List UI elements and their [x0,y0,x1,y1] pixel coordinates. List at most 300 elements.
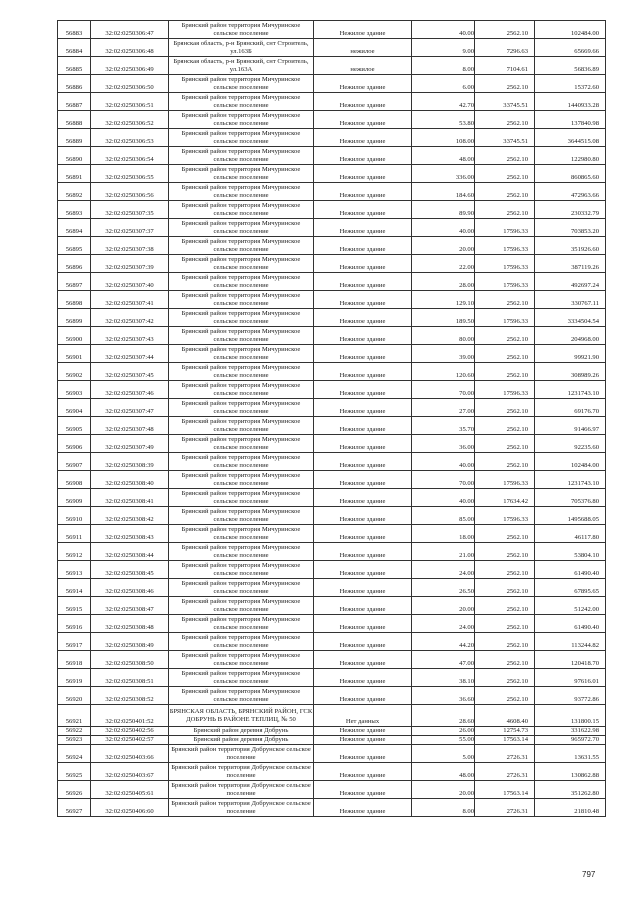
cadastral-number-cell: 32:02:0250402:56 [91,727,169,736]
cadastral-value-cell: 308989.26 [535,363,606,381]
specific-value-cell: 2562.10 [475,75,535,93]
row-number-cell: 56893 [58,201,91,219]
cadastral-value-cell: 113244.82 [535,633,606,651]
specific-value-cell: 2562.10 [475,561,535,579]
table-row [58,75,606,93]
object-type-cell: Нежилое здание [314,597,412,615]
object-type-cell: Нежилое здание [314,165,412,183]
row-number-cell: 56920 [58,687,91,705]
cadastral-value-cell: 472963.66 [535,183,606,201]
table-row [58,417,606,435]
specific-value-cell: 33745.51 [475,93,535,111]
cadastral-number-cell: 32:02:0250307:49 [91,435,169,453]
table-row [58,727,606,736]
table-row [58,93,606,111]
specific-value-cell: 2726.31 [475,799,535,817]
row-number-cell: 56885 [58,57,91,75]
cadastral-value-cell: 3644515.08 [535,129,606,147]
row-number-cell: 56889 [58,129,91,147]
cadastral-value-cell: 3334504.54 [535,309,606,327]
cadastral-number-cell: 32:02:0250306:47 [91,21,169,39]
object-type-cell: Нежилое здание [314,291,412,309]
cadastral-value-cell: 131800.15 [535,705,606,727]
specific-value-cell: 2562.10 [475,147,535,165]
area-cell: 70.00 [412,471,475,489]
cadastral-number-cell: 32:02:0250306:49 [91,57,169,75]
cadastral-value-cell: 230332.79 [535,201,606,219]
cadastral-number-cell: 32:02:0250308:39 [91,453,169,471]
address-cell: Брянский район территория Мичуринское сельское поселение [169,633,314,651]
cadastral-value-cell: 351926.60 [535,237,606,255]
address-cell: Брянский район территория Мичуринское сельское поселение [169,669,314,687]
cadastral-value-cell: 67895.65 [535,579,606,597]
area-cell: 120.60 [412,363,475,381]
specific-value-cell: 2726.31 [475,763,535,781]
area-cell: 89.90 [412,201,475,219]
cadastral-number-cell: 32:02:0250402:57 [91,736,169,745]
area-cell: 20.00 [412,237,475,255]
row-number-cell: 56884 [58,39,91,57]
row-number-cell: 56921 [58,705,91,727]
specific-value-cell: 17596.33 [475,219,535,237]
object-type-cell: Нежилое здание [314,561,412,579]
address-cell: Брянский район территория Мичуринское сельское поселение [169,399,314,417]
object-type-cell: Нежилое здание [314,633,412,651]
address-cell: Брянский район территория Мичуринское сельское поселение [169,255,314,273]
cadastral-value-cell: 122980.80 [535,147,606,165]
row-number-cell: 56912 [58,543,91,561]
area-cell: 40.00 [412,453,475,471]
row-number-cell: 56917 [58,633,91,651]
area-cell: 47.00 [412,651,475,669]
object-type-cell: Нежилое здание [314,309,412,327]
area-cell: 26.50 [412,579,475,597]
cadastral-number-cell: 32:02:0250307:40 [91,273,169,291]
area-cell: 44.20 [412,633,475,651]
table-row [58,745,606,763]
table-row [58,255,606,273]
specific-value-cell: 2562.10 [475,435,535,453]
row-number-cell: 56916 [58,615,91,633]
table-row [58,165,606,183]
area-cell: 24.00 [412,561,475,579]
table-row [58,201,606,219]
area-cell: 28.00 [412,273,475,291]
address-cell: Брянский район территория Мичуринское сельское поселение [169,327,314,345]
specific-value-cell: 12754.73 [475,727,535,736]
address-cell: Брянский район территория Мичуринское сельское поселение [169,93,314,111]
row-number-cell: 56909 [58,489,91,507]
table-row [58,763,606,781]
row-number-cell: 56887 [58,93,91,111]
specific-value-cell: 2562.10 [475,291,535,309]
object-type-cell: Нежилое здание [314,615,412,633]
object-type-cell: Нежилое здание [314,669,412,687]
object-type-cell: Нежилое здание [314,727,412,736]
table-row [58,579,606,597]
table-row [58,147,606,165]
area-cell: 21.00 [412,543,475,561]
cadastral-value-cell: 330767.11 [535,291,606,309]
table-row [58,399,606,417]
area-cell: 189.50 [412,309,475,327]
specific-value-cell: 33745.51 [475,129,535,147]
cadastral-number-cell: 32:02:0250306:53 [91,129,169,147]
cadastral-value-cell: 65669.66 [535,39,606,57]
table-row [58,799,606,817]
row-number-cell: 56898 [58,291,91,309]
cadastral-number-cell: 32:02:0250307:43 [91,327,169,345]
row-number-cell: 56919 [58,669,91,687]
row-number-cell: 56915 [58,597,91,615]
row-number-cell: 56901 [58,345,91,363]
object-type-cell: Нежилое здание [314,543,412,561]
object-type-cell: Нежилое здание [314,111,412,129]
cadastral-value-cell: 91466.97 [535,417,606,435]
address-cell: Брянский район территория Мичуринское сельское поселение [169,579,314,597]
specific-value-cell: 2562.10 [475,525,535,543]
cadastral-number-cell: 32:02:0250306:55 [91,165,169,183]
area-cell: 53.80 [412,111,475,129]
cadastral-value-cell: 1495688.05 [535,507,606,525]
address-cell: Брянский район территория Мичуринское сельское поселение [169,615,314,633]
cadastral-number-cell: 32:02:0250308:42 [91,507,169,525]
cadastral-value-cell: 92235.60 [535,435,606,453]
object-type-cell: Нежилое здание [314,21,412,39]
table-row [58,39,606,57]
area-cell: 40.00 [412,489,475,507]
object-type-cell: Нежилое здание [314,147,412,165]
row-number-cell: 56886 [58,75,91,93]
table-row [58,309,606,327]
specific-value-cell: 2562.10 [475,651,535,669]
specific-value-cell: 2562.10 [475,597,535,615]
row-number-cell: 56903 [58,381,91,399]
address-cell: Брянский район территория Добрунское сельское поселение [169,781,314,799]
cadastral-number-cell: 32:02:0250307:42 [91,309,169,327]
cadastral-number-cell: 32:02:0250307:37 [91,219,169,237]
area-cell: 70.00 [412,381,475,399]
specific-value-cell: 2562.10 [475,543,535,561]
address-cell: Брянский район территория Мичуринское сельское поселение [169,363,314,381]
cadastral-number-cell: 32:02:0250405:61 [91,781,169,799]
table-row [58,21,606,39]
specific-value-cell: 17596.33 [475,273,535,291]
cadastral-value-cell: 46117.80 [535,525,606,543]
cadastral-number-cell: 32:02:0250308:40 [91,471,169,489]
cadastral-value-cell: 492697.24 [535,273,606,291]
row-number-cell: 56913 [58,561,91,579]
table-row [58,237,606,255]
address-cell: Брянский район территория Мичуринское сельское поселение [169,201,314,219]
specific-value-cell: 17634.42 [475,489,535,507]
object-type-cell: Нежилое здание [314,435,412,453]
specific-value-cell: 2562.10 [475,345,535,363]
row-number-cell: 56906 [58,435,91,453]
address-cell: Брянский район территория Мичуринское сельское поселение [169,417,314,435]
object-type-cell: Нежилое здание [314,736,412,745]
specific-value-cell: 2562.10 [475,669,535,687]
table-row [58,111,606,129]
cadastral-table [57,20,606,817]
address-cell: Брянский район территория Мичуринское сельское поселение [169,75,314,93]
cadastral-number-cell: 32:02:0250403:67 [91,763,169,781]
address-cell: Брянский район территория Мичуринское сельское поселение [169,687,314,705]
object-type-cell: Нежилое здание [314,219,412,237]
cadastral-number-cell: 32:02:0250307:38 [91,237,169,255]
cadastral-number-cell: 32:02:0250307:48 [91,417,169,435]
cadastral-number-cell: 32:02:0250307:44 [91,345,169,363]
area-cell: 40.00 [412,21,475,39]
address-cell: Брянский район территория Мичуринское сельское поселение [169,309,314,327]
area-cell: 40.00 [412,219,475,237]
cadastral-value-cell: 56836.89 [535,57,606,75]
object-type-cell: Нежилое здание [314,781,412,799]
table-row [58,129,606,147]
table-row [58,57,606,75]
object-type-cell: Нежилое здание [314,129,412,147]
cadastral-number-cell: 32:02:0250308:52 [91,687,169,705]
address-cell: Брянская область, р-н Брянский, снт Строитель, ул.163Б [169,39,314,57]
object-type-cell: нежилое [314,39,412,57]
cadastral-value-cell: 15372.60 [535,75,606,93]
cadastral-number-cell: 32:02:0250406:60 [91,799,169,817]
specific-value-cell: 17563.14 [475,781,535,799]
table-row [58,669,606,687]
area-cell: 184.60 [412,183,475,201]
object-type-cell: Нежилое здание [314,255,412,273]
row-number-cell: 56927 [58,799,91,817]
address-cell: Брянский район территория Мичуринское сельское поселение [169,165,314,183]
row-number-cell: 56900 [58,327,91,345]
row-number-cell: 56924 [58,745,91,763]
cadastral-value-cell: 1231743.10 [535,471,606,489]
row-number-cell: 56890 [58,147,91,165]
specific-value-cell: 2562.10 [475,183,535,201]
row-number-cell: 56922 [58,727,91,736]
area-cell: 48.00 [412,147,475,165]
table-row [58,273,606,291]
object-type-cell: Нет данных [314,705,412,727]
cadastral-number-cell: 32:02:0250306:56 [91,183,169,201]
cadastral-number-cell: 32:02:0250307:35 [91,201,169,219]
area-cell: 5.00 [412,745,475,763]
object-type-cell: Нежилое здание [314,399,412,417]
row-number-cell: 56907 [58,453,91,471]
row-number-cell: 56896 [58,255,91,273]
area-cell: 36.60 [412,687,475,705]
area-cell: 20.00 [412,781,475,799]
cadastral-value-cell: 93772.86 [535,687,606,705]
cadastral-value-cell: 120418.70 [535,651,606,669]
specific-value-cell: 2562.10 [475,165,535,183]
specific-value-cell: 4608.40 [475,705,535,727]
object-type-cell: Нежилое здание [314,345,412,363]
cadastral-value-cell: 204968.00 [535,327,606,345]
cadastral-value-cell: 102484.00 [535,21,606,39]
area-cell: 42.70 [412,93,475,111]
address-cell: Брянский район территория Мичуринское сельское поселение [169,525,314,543]
area-cell: 9.00 [412,39,475,57]
specific-value-cell: 2562.10 [475,633,535,651]
object-type-cell: Нежилое здание [314,507,412,525]
cadastral-number-cell: 32:02:0250308:45 [91,561,169,579]
area-cell: 26.00 [412,727,475,736]
cadastral-value-cell: 51242.00 [535,597,606,615]
object-type-cell: Нежилое здание [314,183,412,201]
specific-value-cell: 17596.33 [475,255,535,273]
address-cell: Брянский район территория Добрунское сельское поселение [169,745,314,763]
table-row [58,183,606,201]
object-type-cell: Нежилое здание [314,763,412,781]
address-cell: Брянский район территория Мичуринское сельское поселение [169,147,314,165]
cadastral-value-cell: 137840.98 [535,111,606,129]
table-row [58,651,606,669]
table-row [58,543,606,561]
area-cell: 8.00 [412,57,475,75]
row-number-cell: 56888 [58,111,91,129]
cadastral-number-cell: 32:02:0250307:46 [91,381,169,399]
row-number-cell: 56925 [58,763,91,781]
area-cell: 80.00 [412,327,475,345]
cadastral-number-cell: 32:02:0250307:41 [91,291,169,309]
row-number-cell: 56895 [58,237,91,255]
cadastral-value-cell: 351262.80 [535,781,606,799]
row-number-cell: 56894 [58,219,91,237]
object-type-cell: Нежилое здание [314,237,412,255]
page-number: 797 [582,870,596,879]
cadastral-number-cell: 32:02:0250306:48 [91,39,169,57]
table-row [58,327,606,345]
address-cell: Брянский район территория Добрунское сельское поселение [169,799,314,817]
cadastral-value-cell: 387119.26 [535,255,606,273]
specific-value-cell: 2562.10 [475,417,535,435]
cadastral-value-cell: 102484.00 [535,453,606,471]
cadastral-number-cell: 32:02:0250308:44 [91,543,169,561]
address-cell: Брянский район территория Мичуринское сельское поселение [169,219,314,237]
object-type-cell: Нежилое здание [314,745,412,763]
cadastral-number-cell: 32:02:0250306:50 [91,75,169,93]
table-row [58,705,606,727]
table-row [58,381,606,399]
cadastral-value-cell: 130862.88 [535,763,606,781]
address-cell: Брянский район территория Мичуринское сельское поселение [169,21,314,39]
row-number-cell: 56904 [58,399,91,417]
address-cell: Брянский район территория Мичуринское сельское поселение [169,183,314,201]
cadastral-number-cell: 32:02:0250401:52 [91,705,169,727]
object-type-cell: Нежилое здание [314,471,412,489]
area-cell: 22.00 [412,255,475,273]
cadastral-number-cell: 32:02:0250307:45 [91,363,169,381]
row-number-cell: 56883 [58,21,91,39]
table-row [58,453,606,471]
address-cell: Брянский район территория Мичуринское сельское поселение [169,651,314,669]
specific-value-cell: 2562.10 [475,21,535,39]
area-cell: 48.00 [412,763,475,781]
cadastral-value-cell: 13631.55 [535,745,606,763]
object-type-cell: Нежилое здание [314,799,412,817]
specific-value-cell: 2562.10 [475,327,535,345]
address-cell: Брянский район территория Мичуринское сельское поселение [169,129,314,147]
row-number-cell: 56891 [58,165,91,183]
specific-value-cell: 17596.33 [475,237,535,255]
row-number-cell: 56897 [58,273,91,291]
row-number-cell: 56905 [58,417,91,435]
table-row [58,633,606,651]
area-cell: 36.00 [412,435,475,453]
row-number-cell: 56911 [58,525,91,543]
cadastral-value-cell: 331622.98 [535,727,606,736]
row-number-cell: 56914 [58,579,91,597]
address-cell: Брянский район территория Мичуринское сельское поселение [169,381,314,399]
object-type-cell: Нежилое здание [314,489,412,507]
area-cell: 20.00 [412,597,475,615]
specific-value-cell: 17596.33 [475,381,535,399]
object-type-cell: Нежилое здание [314,381,412,399]
specific-value-cell: 2562.10 [475,579,535,597]
object-type-cell: Нежилое здание [314,579,412,597]
table-row [58,219,606,237]
cadastral-number-cell: 32:02:0250308:49 [91,633,169,651]
object-type-cell: Нежилое здание [314,273,412,291]
cadastral-value-cell: 860865.60 [535,165,606,183]
area-cell: 39.00 [412,345,475,363]
address-cell: Брянский район территория Мичуринское сельское поселение [169,471,314,489]
area-cell: 6.00 [412,75,475,93]
specific-value-cell: 2562.10 [475,687,535,705]
address-cell: Брянский район территория Мичуринское сельское поселение [169,453,314,471]
table-row [58,291,606,309]
row-number-cell: 56908 [58,471,91,489]
table-row [58,597,606,615]
area-cell: 336.00 [412,165,475,183]
table-row [58,525,606,543]
table-row [58,489,606,507]
specific-value-cell: 2562.10 [475,363,535,381]
object-type-cell: Нежилое здание [314,687,412,705]
address-cell: Брянский район деревня Добрунь [169,727,314,736]
specific-value-cell: 17596.33 [475,471,535,489]
specific-value-cell: 2562.10 [475,399,535,417]
table-row [58,435,606,453]
cadastral-number-cell: 32:02:0250308:47 [91,597,169,615]
table-row [58,615,606,633]
address-cell: БРЯНСКАЯ ОБЛАСТЬ, БРЯНСКИЙ РАЙОН, ГСК ДОБРУНЬ В РАЙОНЕ ТЕПЛИЦ, № 50 [169,705,314,727]
address-cell: Брянский район территория Мичуринское сельское поселение [169,237,314,255]
row-number-cell: 56892 [58,183,91,201]
cadastral-number-cell: 32:02:0250308:48 [91,615,169,633]
cadastral-number-cell: 32:02:0250308:43 [91,525,169,543]
address-cell: Брянский район территория Мичуринское сельское поселение [169,111,314,129]
specific-value-cell: 2726.31 [475,745,535,763]
specific-value-cell: 7104.61 [475,57,535,75]
specific-value-cell: 2562.10 [475,111,535,129]
row-number-cell: 56926 [58,781,91,799]
area-cell: 108.00 [412,129,475,147]
object-type-cell: Нежилое здание [314,75,412,93]
cadastral-value-cell: 61490.40 [535,615,606,633]
address-cell: Брянский район территория Мичуринское сельское поселение [169,435,314,453]
address-cell: Брянский район территория Мичуринское сельское поселение [169,507,314,525]
cadastral-value-cell: 53804.10 [535,543,606,561]
area-cell: 18.00 [412,525,475,543]
cadastral-value-cell: 703853.20 [535,219,606,237]
row-number-cell: 56899 [58,309,91,327]
area-cell: 129.10 [412,291,475,309]
object-type-cell: Нежилое здание [314,363,412,381]
specific-value-cell: 7296.63 [475,39,535,57]
table-row [58,781,606,799]
